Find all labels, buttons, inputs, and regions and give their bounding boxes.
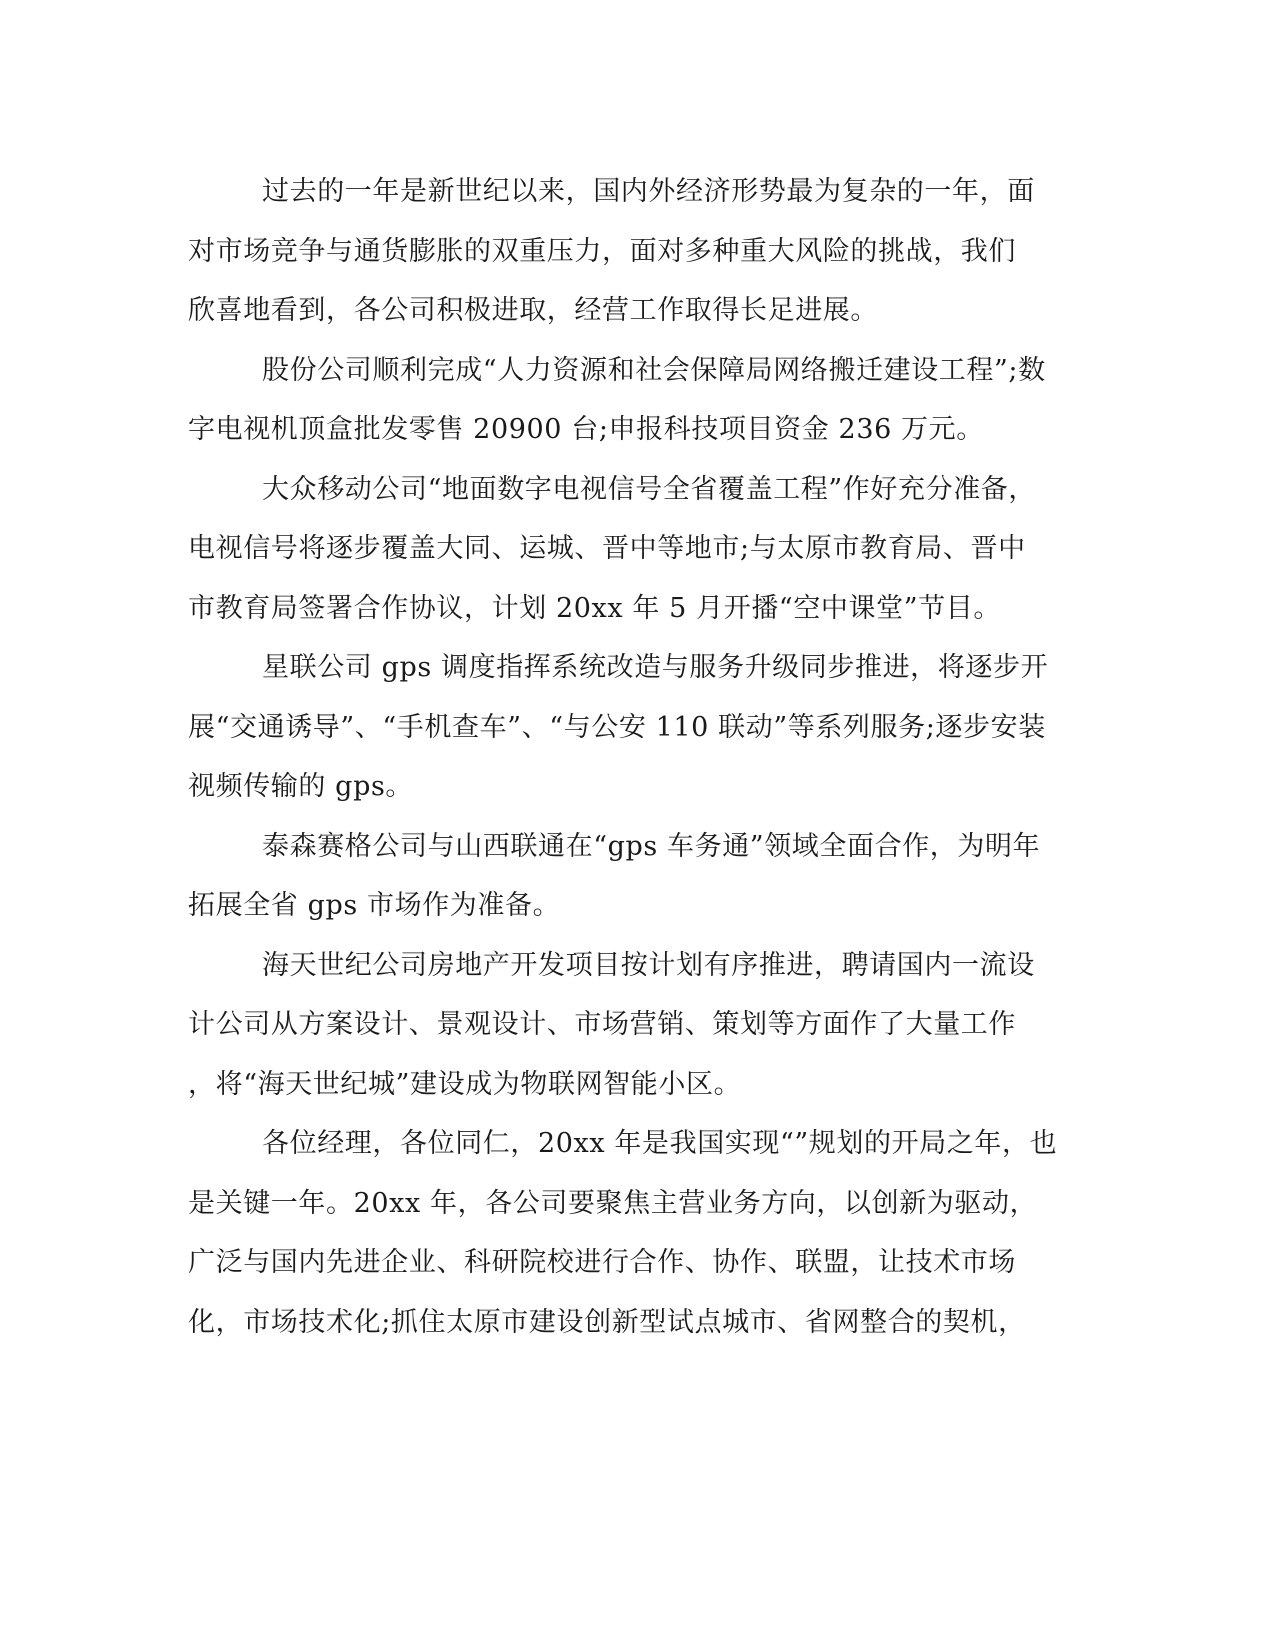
text-line: 对市场竞争与通货膨胀的双重压力，面对多种重大风险的挑战，我们 xyxy=(188,235,1016,267)
text-line: 各位经理，各位同仁，20xx 年是我国实现“”规划的开局之年，也 xyxy=(262,1128,1058,1159)
text-line: 字电视机顶盒批发零售 20900 台;申报科技项目资金 236 万元。 xyxy=(188,414,984,445)
text-line: 过去的一年是新世纪以来，国内外经济形势最为复杂的一年，面 xyxy=(262,176,1035,207)
text-line: 市教育局签署合作协议，计划 20xx 年 5 月开播“空中课堂”节目。 xyxy=(188,592,1001,624)
text-line: 股份公司顺利完成“人力资源和社会保障局网络搬迁建设工程”;数 xyxy=(262,354,1046,386)
text-line: 展“交通诱导”、“手机查车”、“与公安 110 联动”等系列服务;逐步安装 xyxy=(188,711,1046,743)
text-line: 星联公司 gps 调度指挥系统改造与服务升级同步推进，将逐步开 xyxy=(262,652,1049,683)
text-line: ，将“海天世纪城”建设成为物联网智能小区。 xyxy=(188,1068,742,1100)
text-line: 海天世纪公司房地产开发项目按计划有序推进，聘请国内一流设 xyxy=(262,949,1035,981)
text-line: 电视信号将逐步覆盖大同、运城、晋中等地市;与太原市教育局、晋中 xyxy=(188,533,1026,564)
text-line: 泰森赛格公司与山西联通在“gps 车务通”领域全面合作，为明年 xyxy=(262,830,1041,862)
text-line: 是关键一年。20xx 年，各公司要聚焦主营业务方向，以创新为驱动， xyxy=(188,1187,1038,1219)
text-line: 化，市场技术化;抓住太原市建设创新型试点城市、省网整合的契机， xyxy=(188,1306,1026,1338)
text-line: 欣喜地看到，各公司积极进取，经营工作取得长足进展。 xyxy=(188,295,878,326)
document-body xyxy=(188,162,1068,1352)
text-line: 计公司从方案设计、景观设计、市场营销、策划等方面作了大量工作 xyxy=(188,1009,1016,1040)
text-line: 拓展全省 gps 市场作为准备。 xyxy=(188,890,561,921)
text-line: 视频传输的 gps。 xyxy=(188,771,414,802)
text-line: 广泛与国内先进企业、科研院校进行合作、协作、联盟，让技术市场 xyxy=(188,1247,1016,1278)
text-line: 大众移动公司“地面数字电视信号全省覆盖工程”作好充分准备， xyxy=(262,473,1037,505)
